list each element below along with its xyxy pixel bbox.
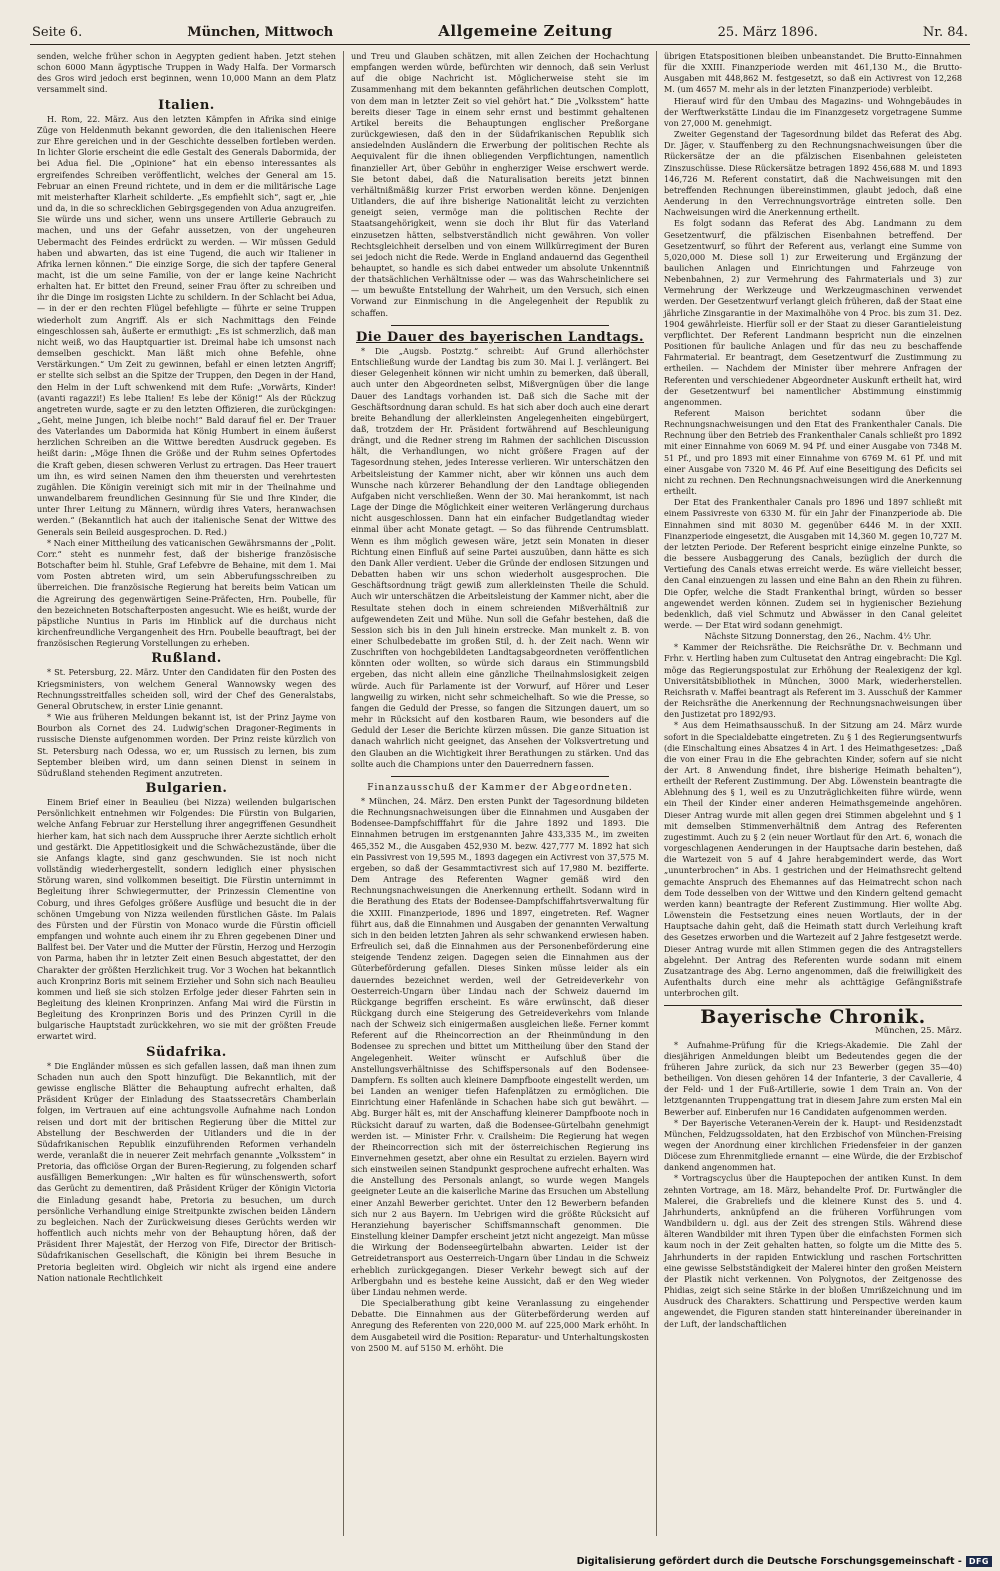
article-text: * Wie aus früheren Meldungen bekannt ist, ist der Prinz Jayme von Bourbon als Cornet des 24. Ludwig'schen Dragoner-Regiments in russische Dienste aufgenommen worden. Der Prinz reiste kürzlich von St. Petersburg nach Odessa, wo er, um Russisch zu lernen, bis zum September bleiben wird, um dann seinen Dienst in seinem in Südrußland stehenden Regiment anzutreten. <box>37 712 336 778</box>
city-date: München, Mittwoch <box>187 25 334 40</box>
section-heading-chronik: Bayerische Chronik. <box>700 1006 926 1029</box>
column-2 <box>343 51 656 1536</box>
column-3 <box>656 51 969 1536</box>
section-heading-russland: Rußland. <box>151 651 222 667</box>
article-text: Zweiter Gegenstand der Tagesordnung bildet das Referat des Abg. Dr. Jäger, v. Stauffenberg zu den Rechnungsnachweisungen über die Rückersätze der an die pfälzischen Eisenbahnen geleisteten Zinszuschüsse. Diese Rückersätze betragen 1892 456,688 M. und 1893 146,726 M. Referent constatirt, daß die Nachweisungen mit den betreffenden Rechnungen übereinstimmen, glaubt jedoch, daß eine Aenderung in den Verrechnungsvorträge eintreten solle. Den Nachweisungen wird die Anerkennung ertheilt. <box>664 129 962 218</box>
divider <box>391 776 609 777</box>
article-heading-finanzausschuss: Finanzausschuß der Kammer der Abgeordneten. <box>367 782 633 793</box>
article-text: Es folgt sodann das Referat des Abg. Landmann zu dem Gesetzentwurf, die pfälzischen Eisenbahnen betreffend. Der Gesetzentwurf, so führt der Referent aus, verlangt eine Summe von 5,020,000 M. Diese soll 1) zur Erweiterung und Ergänzung der baulichen Anlagen und Einrichtungen und Fahrzeuge von Nebenbahnen, 2) zur Vermehrung des Fahrmaterials und 3) zur Vermehrung der Werkzeuge und Werkzeugmaschinen verwendet werden. Der Gesetzentwurf verlangt gleich früheren, daß der Staat eine jährliche Zinsgarantie in der Maximalhöhe von 4 Proc. bis zum 31. Dez. 1904 gewährleiste. Hierfür soll er der Staat zu dieser Garantieleistung verpflichtet. Der Referent Landmann bespricht nun die einzelnen Positionen für bauliche Anlagen und für das neu zu beschaffende Fahrmaterial. Er beantragt, dem Gesetzentwurf die Zustimmung zu ertheilen. — Nachdem der Minister über mehrere Anfragen der Referenten und verschiedener Abgeordneter Auskunft ertheilt hat, wird der Gesetzentwurf bei namentlicher Abstimmung einstimmig angenommen. <box>664 218 962 407</box>
article-text: Einem Brief einer in Beaulieu (bei Nizza) weilenden bulgarischen Persönlichkeit entnehmen wir Folgendes: Die Fürstin von Bulgarien, welche Anfang Februar zur Herstellung ihrer angegriffenen Gesundheit hierher kam, hat sich nach dem Ausspruche ihrer Aerzte sichtlich erholt und gestärkt. Die Appetitlosigkeit und die Schwächezustände, über die sie Anfangs klagte, sind ganz geschwunden. Sie ist noch nicht vollständig wiederhergestellt, sondern lediglich einer physischen Störung waren, sind vollkommen beseitigt. Die Fürstin unternimmt in Begleitung ihrer Schwiegermutter, der Prinzessin Clementine von Coburg, und ihres Gefolges größere Ausflüge und besucht die in der schönen Umgebung von Nizza weilenden fürstlichen Gäste. Im Palais des Fürsten und der Fürstin von Monaco wurde die Fürstin officiell empfangen und wohnte auch einem ihr zu Ehren gegebenen Diner und Ballfest bei. Der Vater und die Mutter der Fürstin, Herzog und Herzogin von Parma, haben ihr in letzter Zeit einen Besuch abgestattet, der den Charakter der größten Herzlichkeit trug. Vor 3 Wochen hat bekanntlich auch Kronprinz Boris mit seinem Erzieher und Sohn sich nach Beaulieu kommen und ließ sie sich stolzen Erfolge jeder dieser Fahrten sein in Begleitung des kleinen Kronprinzen. Anfang Mai wird die Fürstin in Begleitung des Kronprinzen Boris und des Prinzen Cyrill in die bulgarische Hauptstadt zurückkehren, wo sie mit der größten Freude erwartet wird. <box>37 797 336 1042</box>
article-text: * Die Engländer müssen es sich gefallen lassen, daß man ihnen zum Schaden nun auch den Spott hinzufügt. Die Bekanntlich, mit der gewisse englische Blätter die Behauptung aufrecht erhalten, daß Präsident Krüger der Einladung des Staatssecretärs Chamberlain folgen, im Vertrauen auf eine achtungsvolle Aufnahme nach London reisen und dort mit der britischen Regierung über die Mittel zur Abstellung der Beschwerden der Uitlanders und die in der Südafrikanischen Republik einzuführenden Reformen verhandeln werde, veranlaßt die in neuerer Zeit mehrfach genannte „Volksstem“ in Pretoria, das officiöse Organ der Buren-Regierung, zu folgenden scharf ausfälligen Bemerkungen: „Wir halten es für wünschenswerth, sofort das Gerücht zu dementiren, daß Präsident Krüger der Königin Victoria die Einladung gesandt habe, Pretoria zu besuchen, um durch persönliche Verhandlung einige Streitpunkte zwischen beiden Ländern zu begleichen. Nach der Zurückweisung dieses Gerüchts werden wir hoffentlich auch nichts mehr von der Behauptung hören, daß der Präsident Ihrer Majestät, der Herzog von Fife, Director der Britisch-Südafrikanischen Gesellschaft, die Königin bei ihrem Besuche in Pretoria begleiten wird. Obgleich wir nicht als irgend eine andere Nation nationale Rechtlichkeit <box>37 1060 336 1283</box>
article-text: * Aufnahme-Prüfung für die Kriegs-Akademie. Die Zahl der diesjährigen Anmeldungen bleibt um Bedeutendes gegen die der früheren Jahre zurück, da sich nur 23 Bewerber (gegen 35—40) betheiligen. Von diesen gehören 14 der Infanterie, 3 der Cavallerie, 4 der Feld- und 1 der Fuß-Artillerie, sowie 1 dem Train an. Von der letztgenannten Truppengattung trat in diesem Jahre zum ersten Mal ein Bewerber auf. Einberufen nur 16 Candidaten aufgenommen werden. <box>664 1039 962 1117</box>
article-text: H. Rom, 22. März. Aus den letzten Kämpfen in Afrika sind einige Züge von Heldenmuth bekannt geworden, die den italienischen Heere zur Ehre gereichen und in der Geschichte desselben fortleben werden. In lichter Glorie erscheint die edle Gestalt des Generals Dabormida, der bei Adua fiel. Die „Opinione“ hat ein ebenso interessantes als ergreifendes Schreiben veröffentlicht, welches der General am 15. Februar an einen Freund richtete, und in dem er die militärische Lage mit meisterhafter Klarheit schilderte. „Es empfiehlt sich“, sagt er, „hie und da, in die so schrecklichen Gebirgsgegenden von Adua anzugreifen. Sie würde uns und sicher, wenn uns unsere Artillerie Gebrauch zu machen, und uns der Gefahr aussetzen, von der ungeheuren Uebermacht des Feindes erdrückt zu werden. — Wir müssen Geduld haben und abwarten, das ist eine Tugend, die auch wir Italiener in Afrika lernen können.“ Die einzige Sorge, die sich der tapfere General macht, ist die um seine Familie, von der er lange keine Nachricht erhalten hat. Er bittet den Freund, seiner Frau öfter zu schreiben und ihr die Dinge im rosigsten Lichte zu schildern. In der Schlacht bei Adua, — in der er den rechten Flügel befehligte — führte er seine Truppen wiederholt zum Angriff. Als er sich Nachmittags den Feinde eingeschlossen sah, äußerte er ermuthigt: „Es ist schmerzlich, daß man nicht weiß, wo das Hauptquartier ist. Dreimal habe ich umsonst nach demselben geschickt. Man läßt mich ohne Befehle, ohne Verstärkungen.“ Um Zeit zu gewinnen, befahl er einen letzten Angriff; er stellte sich selbst an die Spitze der Truppen, den Degen in der Hand, den Helm in der Luft schwenkend mit dem Rufe: „Vorwärts, Kinder! (avanti ragazzi!) Es lebe Italien! Es lebe der König!“ Als der Rückzug angetreten wurde, sagte er zu den letzten Offizieren, die zurückgingen: „Geht, meine Jungen, ich bleibe noch!“ Bald darauf fiel er. Der Trauer des Vaterlandes um Dabormida hat König Humbert in einem äußerst herzlichen Schreiben an die Wittwe beredten Ausdruck gegeben. Es heißt darin: „Möge Ihnen die Größe und der Ruhm seines Opfertodes die Kraft geben, diesen schweren Verlust zu ertragen. Das Heer trauert um ihn, es wird seinen Namen den ihm theuersten und verehrtesten zugählen. Die Königin vereinigt sich mit mir in der Theilnahme und unwandelbarem freundlichen Gesinnung für Sie und Ihre Kinder, die unter Ihrer Leitung zu Männern, würdig ihres Vaters, heranwachsen werden.“ (Bekanntlich hat auch der italienische Senat der Wittwe des Generals sein Beileid ausgesprochen. D. Red.) <box>37 113 336 537</box>
article-text: Die Specialberathung gibt keine Veranlassung zu eingehender Debatte. Die Einnahmen aus der Güterbeförderung werden auf Anregung des Referenten von 220,000 M. auf 225,000 Mark erhöht. In dem Ausgabeteil wird die Position: Reparatur- und Unterhaltungskosten von 2500 M. auf 5150 M. erhöht. Die <box>351 1298 649 1353</box>
masthead <box>30 22 970 45</box>
article-text: * Aus dem Heimathsausschuß. In der Sitzung am 24. März wurde sofort in die Specialdebatte eingetreten. Zu § 1 des Regierungsentwurfs (die Einschaltung eines Absatzes 4 in Art. 1 des Heimathgesetzes: „Daß die von einer Frau in die Ehe gebrachten Kinder, sofern auf sie nicht der Art. 8 Anwendung findet, ihre bisherige Heimath behalten“), ertheilt der Referent Zustimmung. Der Abg. Löwenstein beantragte die Ablehnung des § 1, weil es zu Unzuträglichkeiten führe würde, wenn ein Theil der Kinder einer anderen Heimathsgemeinde angehören. Dieser Antrag wurde mit allen gegen drei Stimmen abgelehnt und § 1 mit demselben Stimmenverhältniß dem Antrag des Referenten zugestimmt. Auch zu § 2 (ein neuer Wortlaut für den Art. 6, wonach die vorgeschlagenen Aenderungen in der Hauptsache darin bestehen, daß die Wartezeit von 5 auf 4 Jahre herabgemindert werde, das Wort „ununterbrochen“ in Abs. 1 gestrichen und der Heimathsrecht geltend gemachte Anspruch des Ehemannes auf das Heimatrecht schon nach dem Tode desselben von der Wittwe und den Kindern geltend gemacht werden kann) beantragte der Referent Zustimmung. Hier wollte Abg. Löwenstein die Festsetzung eines neuen Wortlauts, der in der Hauptsache dahin geht, daß die Heimath statt durch Verleihung kraft des Gesetzes erworben und die Wartezeit auf 2 Jahre festgesetzt werde. Dieser Antrag wurde mit allen Stimmen gegen die des Antragstellers abgelehnt. Der Antrag des Referenten wurde sodann mit einem Zusatzantrage des Abg. Lerno angenommen, daß die freiwilligkeit des Aufenthalts durch eine mehr als achttägige Gefängnißstrafe unterbrochen gilt. <box>664 720 962 999</box>
issue-date: 25. März 1896. <box>717 25 818 40</box>
dfg-logo: DFG <box>966 1556 992 1567</box>
article-text: * München, 24. März. Den ersten Punkt der Tagesordnung bildeten die Rechnungsnachweisungen über die Einnahmen und Ausgaben der Bodensee-Dampfschifffahrt für die Jahre 1892 und 1893. Die Einnahmen betrugen im erstgenannten Jahre 433,335 M., im zweiten 465,352 M., die Ausgaben 452,930 M. bezw. 427,777 M. 1892 hat sich ein Passivrest von 19,595 M., 1893 dagegen ein Activrest von 37,575 M. ergeben, so daß der Gesammtactivrest sich auf 17,980 M. bezifferte. Dem Antrage des Referenten Wagner gemäß wird den Rechnungsnachweisungen die Anerkennung ertheilt. Sodann wird in die Berathung des Etats der Bodensee-Dampfschiffahrtsverwaltung für die XXIII. Finanzperiode, 1896 und 1897, eingetreten. Ref. Wagner führt aus, daß die Einnahmen und Ausgaben der genannten Verwaltung sich in den beiden letzten Jahren als sehr schwankend erwiesen haben. Erfreulich sei, daß die Einnahmen aus der Personenbeförderung eine steigende Tendenz zeigen. Dagegen seien die Einnahmen aus der Güterbeförderung gefallen. Dieses Sinken müsse leider als ein dauerndes bezeichnet werden, weil der Getreideverkehr von Oesterreich-Ungarn über Lindau nach der Schweiz dauernd im Rückgange begriffen erscheint. Es wäre erwünscht, daß dieser Rückgang durch eine Steigerung des Getreideverkehrs vom Inlande nach der Schweiz sich einigermaßen ausgleichen ließe. Ferner kommt Referent auf die Rheincorrection an der Rheinmündung in den Bodensee zu sprechen und bittet um Mittheilung über den Stand der Angelegenheit. Weiter wünscht er Aufschluß über die Anstellungsverhältnisse des Schiffspersonals auf den Bodensee-Dampfern. Es sollten auch kleinere Dampfboote eingestellt werden, um bei Landen an weniger tiefen Hafenplätzen zu ermöglichen. Die Einrichtung einer Hafenlände in Schachen habe sich gut bewährt. — Abg. Burger hält es, mit der Anschaffung kleinerer Dampfboote noch in Rücksicht darauf zu warten, daß die Bodensee-Gürtelbahn genehmigt werden ist. — Minister Frhr. v. Crailsheim: Die Regierung hat wegen der Rheincorrection sich mit der österreichischen Regierung ins Einvernehmen gesetzt, aber ohne ein Resultat zu erzielen. Bayern wird sich einstweilen seinen Standpunkt gesprochene aufrecht erhalten. Was die Anstellung des Personals anlangt, so wurde wegen Mangels geeigneter Leute an die kaiserliche Marine das Ersuchen um Abstellung einer Anzahl Bewerber gerichtet. Unter den 12 Bewerbern befanden sich nur 2 aus Bayern. Im Uebrigen wird die größte Rücksicht auf Heranziehung bayerischer Schiffsmannschaft genommen. Die Einstellung kleiner Dampfer erscheint jetzt nicht angezeigt. Man müsse die Wirkung der Bodenseegürtelbahn abwarten. Leider ist der Getreidetransport aus Oesterreich-Ungarn über Lindau in die Schweiz erheblich zurückgegangen. Dieser Verkehr bewegt sich auf der Arlbergbahn und es bestehe keine Aussicht, daß er den Weg wieder über Lindau nehmen werde. <box>351 796 649 1297</box>
article-text: Nächste Sitzung Donnerstag, den 26., Nachm. 4½ Uhr. <box>704 631 932 642</box>
newspaper-title: Allgemeine Zeitung <box>438 22 613 40</box>
section-heading-bulgarien: Bulgarien. <box>145 781 228 796</box>
page-number: Seite 6. <box>32 25 83 40</box>
section-heading-suedafrika: Südafrika. <box>146 1044 227 1060</box>
columns <box>30 51 970 1536</box>
article-text: senden, welche früher schon in Aegypten gedient haben. Jetzt stehen schon 6000 Mann ägyptische Truppen in Wady Halfa. Der Vormarsch des Gros wird jedoch erst beginnen, wenn 10,000 Mann an dem Platz versammelt sind. <box>37 51 336 95</box>
issue-number: Nr. 84. <box>922 25 968 40</box>
footer-credit: Digitalisierung gefördert durch die Deutsche Forschungsgemeinschaft - <box>576 1556 962 1567</box>
article-text: * St. Petersburg, 22. März. Unter den Candidaten für den Posten des Kriegsministers, von welchem General Wannowsky wegen des Rechnungsstreitfalles scheiden soll, wird der Chef des Generalstabs, General Obrutschew, in erster Linie genannt. <box>37 667 336 711</box>
article-text: * Kammer der Reichsräthe. Die Reichsräthe Dr. v. Bechmann und Frhr. v. Hertling haben zum Cultusetat den Antrag eingebracht: Die Kgl. möge das Regierungspostulat zur Erhöhung der Realexigenz der kgl. Universitätsbibliothek in München, 3000 Mark, wiederherstellen. Reichsrath v. Maffei beantragt als Referent im 3. Ausschuß der Kammer der Reichsräthe die Anerkennung der Rechnungsnachweisungen über den Justizetat pro 1892/93. <box>664 642 962 720</box>
article-text: * Der Bayerische Veteranen-Verein der k. Haupt- und Residenzstadt München, Feldzugssoldaten, hat den Erzbischof von München-Freising wegen der Anordnung einer kirchlichen Friedensfeier in der ganzen Diöcese zum Ehrenmitgliede ernannt — eine Würde, die der Erzbischof dankend angenommen hat. <box>664 1117 962 1173</box>
article-text: übrigen Etatspositionen bleiben unbeanstandet. Die Brutto-Einnahmen für die XXIII. Finanzperiode werden mit 461,130 M., die Brutto-Ausgaben mit 448,862 M. festgesetzt, so daß ein Activrest von 12,268 M. (um 4657 M. mehr als in der letzten Finanzperiode) verbleibt. <box>664 51 962 95</box>
article-text: * Vortragscyclus über die Hauptepochen der antiken Kunst. In dem zehnten Vortrage, am 18. März, behandelte Prof. Dr. Furtwängler die Malerei, die Grabreliefs und die kleinere Kunst des 5. und 4. Jahrhunderts, anknüpfend an die früheren Vorführungen vom Wandbildern u. dgl. aus der Zeit des strengen Stils. Während diese älteren Wandbilder mit ihren Typen über die einfachsten Formen sich kaum noch in der Zeit gehalten hatten, so folgte um die Mitte des 5. Jahrhunderts in der rapiden Entwicklung und raschen Fortschritten eine gewisse Selbstständigkeit der Malerei hinter den großen Meistern der Plastik nicht verkennen. Von Polygnotos, der Zeitgenosse des Phidias, zeigt sich seine Stärke in der bloßen Umrißzeichnung und im Ausdruck des Charakters. Schattirung und Perspective werden kaum angewendet, die Figuren standen statt hintereinander übereinander in der Luft, der landschaftlichen <box>664 1173 962 1329</box>
section-heading-italien: Italien. <box>158 97 215 113</box>
article-text: und Treu und Glauben schätzen, mit allen Zeichen der Hochachtung empfangen werden würde, befürchten wir dennoch, daß sein Verlust auf die obige Nachricht ist. Möglicherweise steht sie im Zusammenhang mit dem bekannten gefährlichen deutschen Complott, von dem man in letzter Zeit so viel gehört hat.“ Die „Volksstem“ hatte bereits dieser Tage in einem sehr ernst und bestimmt gehaltenen Artikel bereits die Behauptungen englischer Preßorgane zurückgewiesen, daß den in der Südafrikanischen Republik sich ansiedelnden Ausländern die Erwerbung der politischen Rechte als Aequivalent für die ihnen obliegenden Verpflichtungen, namentlich finanzieller Art, über Gebühr in engherziger Weise erschwert werde. Sie betont dabei, daß die Naturalisation bereits jetzt binnen verhältnißmäßig kurzer Frist erworben werden könne. Denjenigen Uitlanders, die auf ihre bisherige Nationalität leicht zu verzichten geneigt seien, vermöge man die politischen Rechte der Staatsangehörigkeit, wenn sie doch ihr Blut für das Vaterland einzusetzen hätten, selbstverständlich nicht gewähren. Von voller Rechtsgleichheit derselben und von einem Willkürregiment der Buren sei jedoch nicht die Rede. Werde in England andauernd das Gegentheil behauptet, so handle es sich dabei entweder um absolute Unkenntniß der thatsächlichen Verhältnisse oder — was das Wahrscheinlichere sei — um bewußte Entstellung der Wahrheit, um den Versuch, sich einen Vorwand zur Einmischung in die Angelegenheit der Republik zu schaffen. <box>351 51 649 318</box>
article-text: Hierauf wird für den Umbau des Magazins- und Wohngebäudes in der Werftwerkstätte Lindau die im Finanzgesetz vorgetragene Summe von 27,000 M. genehmigt. <box>664 95 962 128</box>
article-heading-landtag: Die Dauer des bayerischen Landtags. <box>355 329 645 345</box>
footer <box>577 1556 992 1567</box>
article-text: Referent Maison berichtet sodann über die Rechnungsnachweisungen und den Etat des Frankenthaler Canals. Die Rechnung über den Betrieb des Frankenthaler Canals schließt pro 1892 mit einer Einnahme von 6069 M. 94 Pf. und einer Ausgabe von 7348 M. 51 Pf., und pro 1893 mit einer Einnahme von 6769 M. 61 Pf. und mit einer Ausgabe von 7320 M. 46 Pf. Auf eine Beseitigung des Deficits sei nicht zu rechnen. Den Rechnungsnachweisungen wird die Anerkennung ertheilt. <box>664 408 962 497</box>
article-text: * Nach einer Mittheilung des vaticanischen Gewährsmanns der „Polit. Corr.“ steht es nunmehr fest, daß der bisherige französische Botschafter beim hl. Stuhle, Graf Lefebvre de Behaine, mit dem 1. Mai vom Posten abtreten wird, um sein Abberufungsschreiben zu überreichen. Die französische Regierung hat bereits beim Vatican um die Agreirung des gegenwärtigen Seine-Präfecten, Hrn. Poubelle, für den bezeichneten Botschafterposten angesucht. Wie es heißt, wurde der päpstliche Nuntius in Paris im Hinblick auf die durchaus nicht kirchenfreundliche Vergangenheit des Hrn. Poubelle beauftragt, bei der französischen Regierung Vorstellungen zu erheben. <box>37 537 336 649</box>
article-text: Der Etat des Frankenthaler Canals pro 1896 und 1897 schließt mit einem Passivreste von 6330 M. für ein Jahr der Finanzperiode ab. Die Einnahmen sind mit 8030 M. gegenüber 6446 M. in der XXII. Finanzperiode eingesetzt, die Ausgaben mit 14,360 M. gegen 10,727 M. der letzten Periode. Der Referent bespricht einige einzelne Punkte, so die bessere Ausbaggerung des Canals, bezüglich der durch die Vertiefung des Canals etwas erreicht werde. Es wäre vielleicht besser, den Canal einzuengen zu lassen und eine Bahn an den Rhein zu führen. Die Opfer, welche die Stadt Frankenthal bringt, würden so besser angewendet werden können. Zudem sei in hygienischer Beziehung bedenklich, daß viel Schmutz und Abwässer in den Canal geleitet werde. — Der Etat wird sodann genehmigt. <box>664 497 962 630</box>
column-1 <box>30 51 343 1536</box>
article-text: * Die „Augsb. Postztg.“ schreibt: Auf Grund allerhöchster Entschließung wurde der Landtag bis zum 30. Mai l. J. verlängert. Bei dieser Gelegenheit können wir nicht umhin zu bemerken, daß überall, auch unter den Abgeordneten selbst, Mißvergnügen über die lange Dauer des Landtags vorhanden ist. Daß sich die Sache mit der Geschäftsordnung daran schuld. Es hat sich aber doch auch eine derart breite Behandlung der allerkleinsten Angelegenheiten eingebürgert, daß, trotzdem der Hr. Präsident fortwährend auf Beschleunigung drängt, und die Redner streng im Rahmen der sachlichen Discussion hält, die Verhandlungen, wo nicht größere Fragen auf der Tagesordnung stehen, jedes Interesse verlieren. Wir unterschätzen den Arbeitsleistung der Kammer nicht, aber wir können uns auch dem Wunsche nach kürzerer Behandlung der den Landtage obliegenden Aufgaben nicht verschließen. Wenn der 30. Mai herankommt, ist nach Lage der Dinge die Möglichkeit einer weiteren Verlängerung durchaus nicht ausgeschlossen. Dann hat ein einfacher Budgetlandtag wieder einmal über acht Monate getagt. — So das führende Centrumsblatt. Wenn es ihm möglich gewesen wäre, jetzt sein Monaten in dieser Richtung einen Einfluß auf seine Partei auszuüben, dann hätte es sich den Dank Aller verdient. Ueber die Gründe der endlosen Sitzungen und Debatten haben wir uns schon wiederholt ausgesprochen. Die Geschäftsordnung trägt gewiß zum allerkleinsten Theile die Schuld. Auch wir unterschätzen die Arbeitsleistung der Kammer nicht, aber die Resultate stehen doch in einem schreienden Mißverhältniß zur aufgewendeten Zeit und Mühe. Nun soll die Gefahr bestehen, daß die Session sich bis in den Juli hinein erstrecke. Man munkelt z. B. von einer Schulbedebatte im großen Stil, d. h. der Zeit nach. Wenn wir Zuschriften von hochgebildeten Landtagsabgeordneten veröffentlichen könnten oder wollten, so würde sich daraus ein Stimmungsbild ergeben, das nicht allein eine gänzliche Theilnahmslosigkeit zeigen würde. Auch für Parlamente ist der Vorwurf, auf Hörer und Leser langweilig zu wirken, nicht sehr schmeichelhaft. So wie die Presse, so fangen die Geduld der Presse, so fangen die Sitzungen dauert, um so mehr in Rücksicht auf den kostbaren Raum, wie besonders auf die Geduld der Leser die Berichte kürzen müssen. Die ganze Situation ist danach wahrlich nicht geeignet, das Ansehen der Volksvertretung und den Glauben an die Wichtigkeit ihrer Berathungen zu stärken. Und das sollte auch die Champions unter den Dauerrednern fassen. <box>351 345 649 769</box>
dateline: München, 25. März. <box>874 1026 962 1037</box>
divider <box>391 325 609 326</box>
newspaper-page <box>30 22 970 1537</box>
